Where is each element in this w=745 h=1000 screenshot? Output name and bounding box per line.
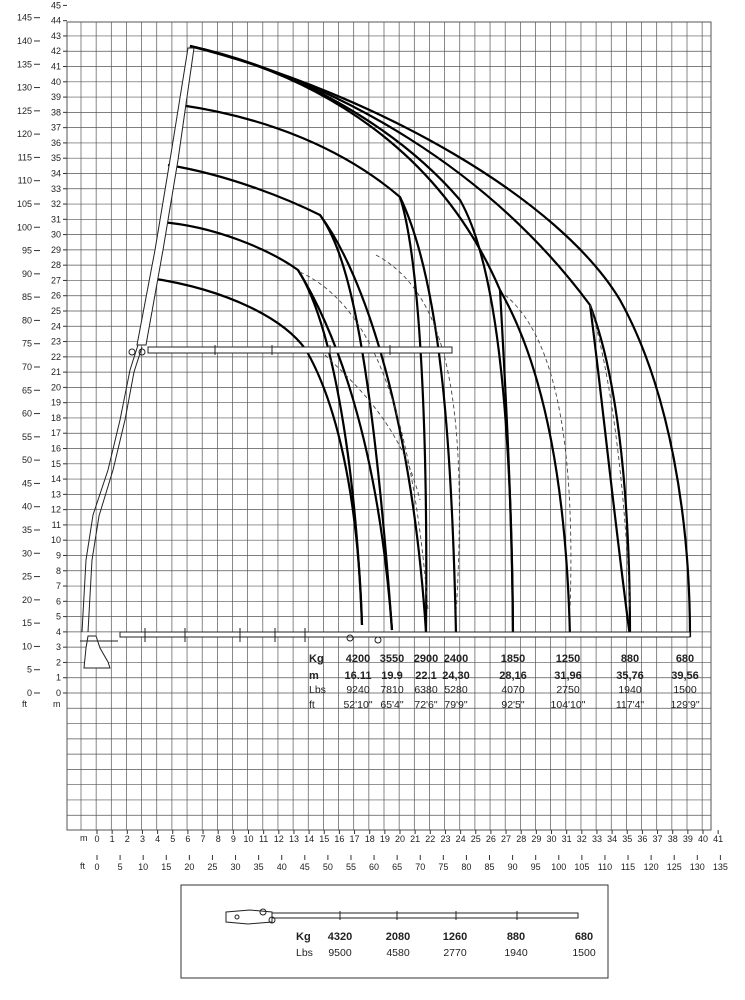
y-ft-tick-label: 55 xyxy=(21,431,32,442)
y-ft-tick-label: 105 xyxy=(16,198,32,209)
x-ft-tick-label: 90 xyxy=(507,862,518,872)
x-ft-tick-label: 25 xyxy=(207,862,218,872)
table-m-value: 16.11 xyxy=(344,670,372,682)
y-ft-tick-label: 140 xyxy=(16,35,32,46)
y-ft-tick-label: 5 xyxy=(26,664,32,675)
y-m-tick-label: 2 xyxy=(55,657,61,668)
crane-vertical-jib xyxy=(137,48,194,345)
x-m-tick-label: 13 xyxy=(288,834,299,844)
y-m-tick-label: 24 xyxy=(50,321,61,332)
x-m-tick-label: 38 xyxy=(667,834,678,844)
table-kg-value: 1850 xyxy=(500,653,526,665)
table-kg-value: 2900 xyxy=(413,653,439,665)
crane-stowed-boom xyxy=(120,632,690,637)
y-ft-tick-label: 10 xyxy=(21,641,32,652)
table-ft-value: 52'10" xyxy=(343,699,373,711)
x-m-tick-label: 36 xyxy=(637,834,648,844)
y-axis-ft-unit: ft xyxy=(22,699,28,709)
y-m-tick-label: 25 xyxy=(50,306,61,316)
x-ft-tick-label: 35 xyxy=(253,862,264,872)
x-axis-meters xyxy=(94,830,723,844)
table-m-value: 24,30 xyxy=(442,670,470,682)
x-ft-tick-label: 45 xyxy=(299,862,310,872)
table-kg-value: 880 xyxy=(620,653,640,665)
y-m-tick-label: 20 xyxy=(50,382,61,393)
y-ft-tick-label: 0 xyxy=(26,688,32,698)
y-m-tick-label: 1 xyxy=(55,672,61,683)
y-m-tick-label: 42 xyxy=(50,46,61,57)
x-axis-m-unit: m xyxy=(80,833,88,843)
x-m-tick-label: 37 xyxy=(652,834,663,844)
x-ft-tick-label: 80 xyxy=(461,862,472,872)
y-m-tick-label: 11 xyxy=(51,519,61,530)
x-m-tick-label: 25 xyxy=(470,834,481,844)
table-ft-value: 65'4" xyxy=(380,699,404,711)
x-m-tick-label: 34 xyxy=(607,834,618,844)
inset-kg-value: 880 xyxy=(506,931,526,943)
x-ft-tick-label: 120 xyxy=(643,862,659,872)
inset-kg-value: 4320 xyxy=(327,931,353,943)
x-ft-tick-label: 50 xyxy=(322,862,333,872)
inset-kg-value: 2080 xyxy=(385,931,411,943)
y-axis-meters xyxy=(51,0,67,698)
x-m-tick-label: 35 xyxy=(622,834,633,844)
x-m-tick-label: 28 xyxy=(516,834,527,844)
table-m-label: m xyxy=(309,670,319,682)
y-ft-tick-label: 95 xyxy=(21,245,32,256)
y-m-tick-label: 21 xyxy=(50,367,61,378)
y-m-tick-label: 7 xyxy=(55,581,61,592)
y-m-tick-label: 35 xyxy=(50,153,61,164)
y-ft-tick-label: 135 xyxy=(16,59,32,70)
y-m-tick-label: 19 xyxy=(50,397,61,408)
x-ft-tick-label: 20 xyxy=(184,862,195,872)
x-m-tick-label: 6 xyxy=(185,834,191,844)
load-envelope-curve xyxy=(150,278,362,625)
load-table xyxy=(309,653,700,711)
table-m-value: 22.1 xyxy=(415,670,437,682)
x-ft-tick-label: 55 xyxy=(345,862,356,872)
x-m-tick-label: 20 xyxy=(394,834,406,844)
x-ft-tick-label: 5 xyxy=(117,862,123,872)
y-m-tick-label: 17 xyxy=(50,428,61,439)
x-m-tick-label: 19 xyxy=(379,834,390,844)
y-m-tick-label: 5 xyxy=(55,611,61,622)
y-m-tick-label: 6 xyxy=(55,596,61,607)
table-kg-value: 2400 xyxy=(443,653,469,665)
x-m-tick-label: 2 xyxy=(124,834,130,844)
y-m-tick-label: 39 xyxy=(50,92,61,103)
x-m-tick-label: 22 xyxy=(425,834,436,844)
x-ft-tick-label: 125 xyxy=(666,862,682,872)
y-m-tick-label: 23 xyxy=(50,336,61,347)
y-m-tick-label: 4 xyxy=(55,626,61,637)
x-m-tick-label: 26 xyxy=(485,834,496,844)
x-m-tick-label: 1 xyxy=(109,834,115,844)
y-m-tick-label: 27 xyxy=(50,275,61,286)
x-ft-tick-label: 75 xyxy=(438,862,449,872)
table-lbs-value: 1940 xyxy=(618,684,642,696)
y-m-tick-label: 16 xyxy=(50,443,61,454)
y-m-tick-label: 45 xyxy=(50,0,61,11)
table-kg-value: 1250 xyxy=(555,653,581,665)
dashed-curve xyxy=(505,295,571,610)
y-m-tick-label: 44 xyxy=(50,15,61,26)
y-ft-tick-label: 120 xyxy=(16,129,32,140)
y-ft-tick-label: 90 xyxy=(21,268,32,279)
y-m-tick-label: 37 xyxy=(50,122,61,133)
x-ft-tick-label: 65 xyxy=(392,862,403,872)
table-kg-label: Kg xyxy=(309,653,324,665)
x-m-tick-label: 3 xyxy=(139,834,145,844)
x-axis-ft-unit: ft xyxy=(80,861,86,871)
table-ft-value: 129'9" xyxy=(670,699,700,711)
y-m-tick-label: 30 xyxy=(50,229,61,240)
x-m-tick-label: 40 xyxy=(697,834,709,844)
x-m-tick-label: 24 xyxy=(455,834,466,844)
y-ft-tick-label: 15 xyxy=(21,618,32,629)
table-ft-value: 79'9" xyxy=(444,699,468,711)
table-kg-value: 4200 xyxy=(345,653,371,665)
y-axis-m-unit: m xyxy=(53,699,61,709)
y-ft-tick-label: 100 xyxy=(16,222,32,233)
inset-lbs-label: Lbs xyxy=(296,947,313,959)
table-m-value: 35,76 xyxy=(616,670,644,682)
x-m-tick-label: 16 xyxy=(334,834,345,844)
y-axis-feet xyxy=(17,13,40,698)
table-kg-value: 3550 xyxy=(379,653,405,665)
x-m-tick-label: 12 xyxy=(273,834,284,844)
x-m-tick-label: 15 xyxy=(319,834,330,844)
y-ft-tick-label: 45 xyxy=(21,478,32,489)
y-m-tick-label: 31 xyxy=(50,214,61,225)
table-lbs-label: Lbs xyxy=(309,684,326,696)
x-m-tick-label: 29 xyxy=(531,834,542,844)
table-lbs-value: 5280 xyxy=(444,684,468,696)
load-envelope-branch xyxy=(320,215,392,630)
y-ft-tick-label: 70 xyxy=(21,361,32,372)
x-m-tick-label: 27 xyxy=(501,834,512,844)
y-ft-tick-label: 40 xyxy=(21,501,32,512)
table-m-value: 31,96 xyxy=(554,670,582,682)
y-ft-tick-label: 115 xyxy=(17,152,32,163)
y-m-tick-label: 0 xyxy=(55,688,61,698)
table-ft-value: 92'5" xyxy=(501,699,525,711)
y-ft-tick-label: 75 xyxy=(21,338,32,349)
x-m-tick-label: 39 xyxy=(682,834,693,844)
x-m-tick-label: 18 xyxy=(364,834,375,844)
x-ft-tick-label: 10 xyxy=(138,862,149,872)
y-m-tick-label: 13 xyxy=(50,489,61,500)
inset-lbs-value: 4580 xyxy=(386,947,410,959)
crane-drawing xyxy=(80,48,690,668)
table-m-value: 39,56 xyxy=(671,670,699,682)
table-lbs-value: 1500 xyxy=(673,684,697,696)
table-lbs-value: 6380 xyxy=(414,684,438,696)
y-m-tick-label: 10 xyxy=(50,535,61,546)
x-m-tick-label: 5 xyxy=(170,834,176,844)
y-ft-tick-label: 30 xyxy=(21,548,32,559)
y-m-tick-label: 3 xyxy=(55,642,61,653)
y-m-tick-label: 41 xyxy=(50,61,61,72)
table-ft-value: 117'4" xyxy=(615,699,645,711)
y-m-tick-label: 9 xyxy=(55,550,61,561)
y-ft-tick-label: 85 xyxy=(21,292,32,303)
y-ft-tick-label: 25 xyxy=(21,571,32,582)
inset-kg-value: 1260 xyxy=(442,931,468,943)
y-ft-tick-label: 130 xyxy=(16,82,32,93)
x-ft-tick-label: 95 xyxy=(530,862,541,872)
x-m-tick-label: 14 xyxy=(304,834,315,844)
table-lbs-value: 2750 xyxy=(556,684,580,696)
x-ft-tick-label: 135 xyxy=(712,862,728,872)
x-ft-tick-label: 100 xyxy=(551,862,567,872)
x-m-tick-label: 32 xyxy=(576,834,587,844)
table-kg-value: 680 xyxy=(675,653,695,665)
inset-kg-value: 680 xyxy=(574,931,594,943)
table-lbs-value: 9240 xyxy=(346,684,370,696)
y-ft-tick-label: 20 xyxy=(21,594,32,605)
y-ft-tick-label: 60 xyxy=(21,408,32,419)
x-m-tick-label: 41 xyxy=(713,834,724,844)
y-m-tick-label: 15 xyxy=(50,458,61,469)
x-ft-tick-label: 15 xyxy=(161,862,172,872)
x-ft-tick-label: 60 xyxy=(369,862,380,872)
inset-lbs-value: 9500 xyxy=(328,947,352,959)
y-m-tick-label: 36 xyxy=(50,137,61,148)
x-ft-tick-label: 105 xyxy=(574,862,590,872)
boom-pivot xyxy=(129,349,135,355)
y-ft-tick-label: 110 xyxy=(17,175,32,186)
x-m-tick-label: 9 xyxy=(230,834,236,844)
load-envelope-branch xyxy=(298,270,362,625)
y-m-tick-label: 14 xyxy=(50,474,61,485)
inset-lbs-value: 1500 xyxy=(572,947,596,959)
y-ft-tick-label: 50 xyxy=(21,455,32,466)
x-ft-tick-label: 40 xyxy=(276,862,287,872)
x-m-tick-label: 30 xyxy=(546,834,557,844)
x-m-tick-label: 8 xyxy=(215,834,221,844)
table-lbs-value: 4070 xyxy=(501,684,525,696)
x-ft-tick-label: 110 xyxy=(597,862,613,872)
table-m-value: 19.9 xyxy=(381,670,403,682)
y-m-tick-label: 34 xyxy=(50,168,61,179)
x-ft-tick-label: 30 xyxy=(230,862,241,872)
x-m-tick-label: 11 xyxy=(258,834,269,844)
x-ft-tick-label: 0 xyxy=(94,862,100,872)
inset-kg-label: Kg xyxy=(296,931,311,943)
y-ft-tick-label: 80 xyxy=(21,315,32,326)
x-ft-tick-label: 70 xyxy=(415,862,426,872)
table-ft-value: 104'10" xyxy=(550,699,586,711)
x-m-tick-label: 10 xyxy=(243,834,254,844)
x-axis-feet xyxy=(94,855,727,872)
y-m-tick-label: 40 xyxy=(50,76,61,87)
y-m-tick-label: 28 xyxy=(50,260,61,271)
x-m-tick-label: 17 xyxy=(349,834,360,844)
inset-box xyxy=(181,885,608,978)
dashed-reference-curves xyxy=(300,255,630,615)
x-ft-tick-label: 115 xyxy=(620,862,636,872)
y-ft-tick-label: 35 xyxy=(21,524,32,535)
x-m-tick-label: 4 xyxy=(155,834,161,844)
x-m-tick-label: 7 xyxy=(200,834,206,844)
x-ft-tick-label: 85 xyxy=(484,862,495,872)
y-ft-tick-label: 65 xyxy=(21,385,32,396)
table-m-value: 28,16 xyxy=(499,670,527,682)
x-m-tick-label: 23 xyxy=(440,834,451,844)
y-m-tick-label: 32 xyxy=(50,199,61,210)
table-ft-label: ft xyxy=(309,699,315,711)
y-m-tick-label: 12 xyxy=(50,504,61,515)
x-m-tick-label: 31 xyxy=(561,834,572,844)
x-m-tick-label: 33 xyxy=(591,834,602,844)
inset-lbs-value: 1940 xyxy=(504,947,528,959)
x-m-tick-label: 0 xyxy=(94,834,100,844)
y-ft-tick-label: 125 xyxy=(16,105,32,116)
crane-folded-jib xyxy=(148,347,452,353)
y-m-tick-label: 8 xyxy=(55,565,61,576)
y-m-tick-label: 29 xyxy=(50,244,61,255)
y-ft-tick-label: 145 xyxy=(16,12,32,23)
table-ft-value: 72'6" xyxy=(414,699,438,711)
x-ft-tick-label: 130 xyxy=(689,862,705,872)
y-m-tick-label: 33 xyxy=(50,183,61,194)
x-m-tick-label: 21 xyxy=(410,834,421,844)
inset-lbs-value: 2770 xyxy=(443,947,467,959)
y-m-tick-label: 38 xyxy=(50,107,61,118)
y-m-tick-label: 18 xyxy=(50,412,61,423)
y-m-tick-label: 26 xyxy=(50,290,61,301)
table-lbs-value: 7810 xyxy=(380,684,404,696)
y-m-tick-label: 43 xyxy=(50,30,61,41)
y-m-tick-label: 22 xyxy=(50,351,61,362)
